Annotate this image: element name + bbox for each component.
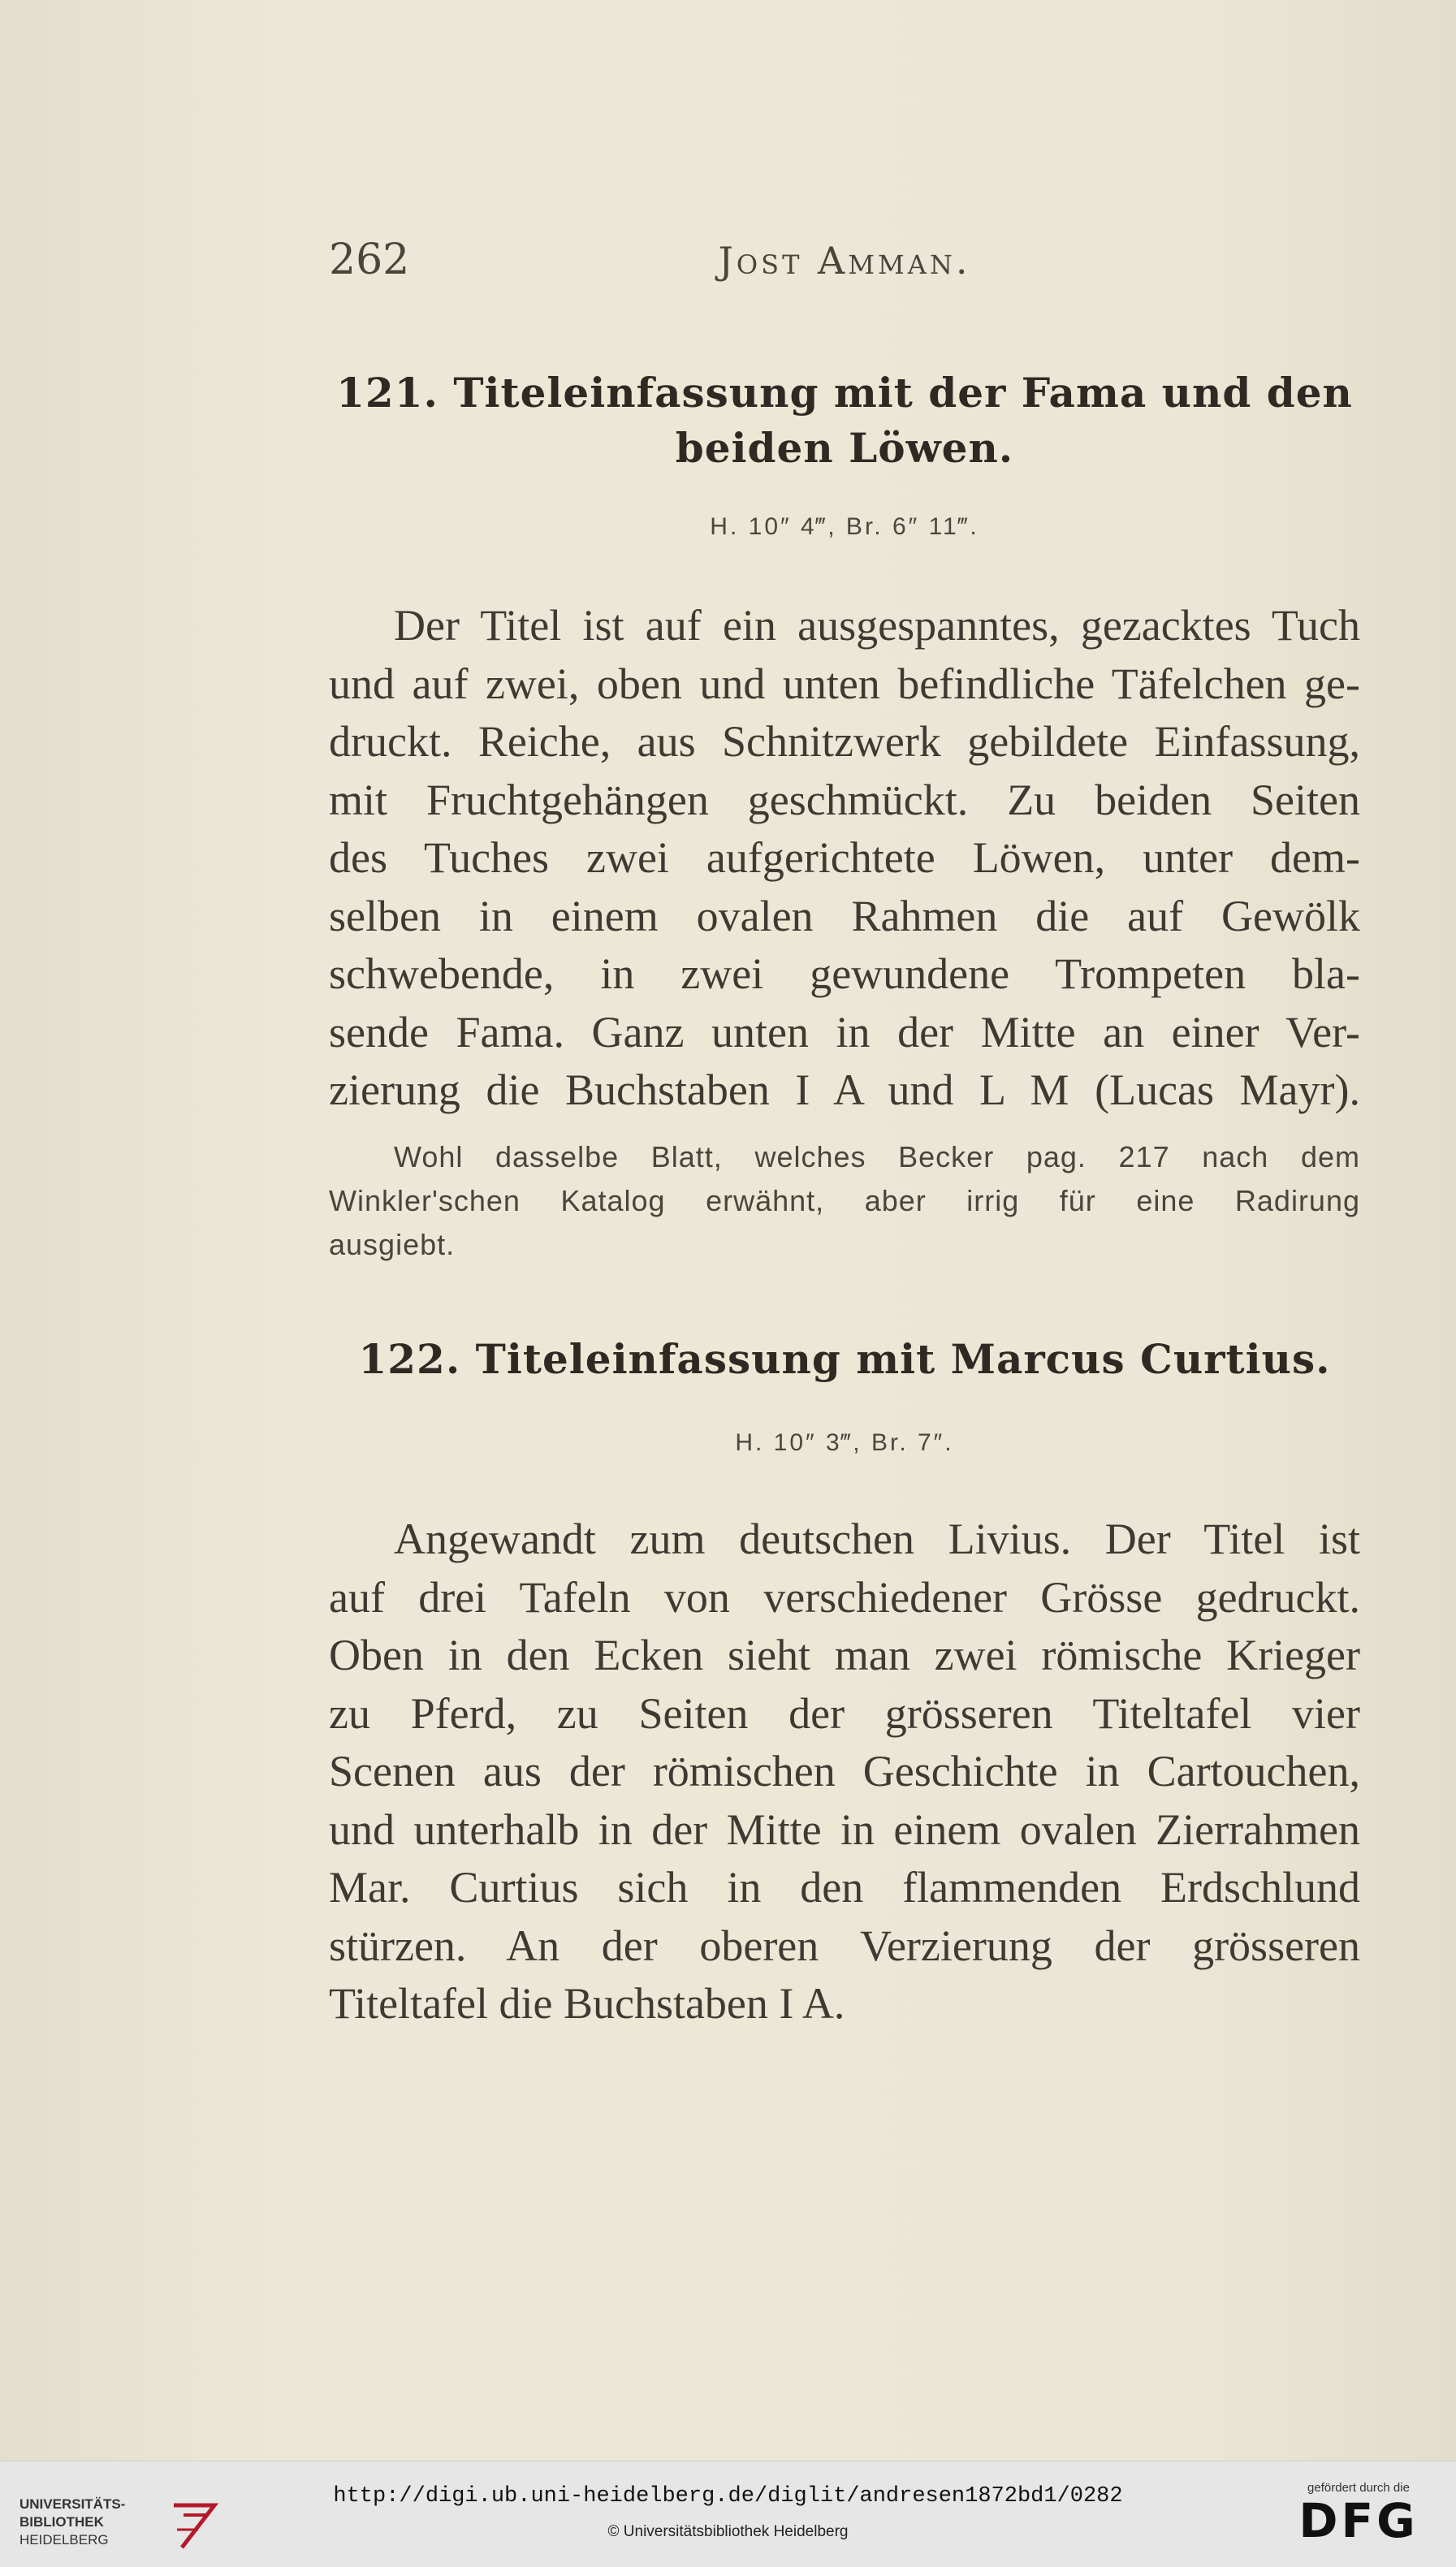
body-line: Der Titel ist auf ein ausgespanntes, gezacktes Tuch [394, 601, 1360, 650]
viewer-footer [0, 2461, 1456, 2567]
copyright-notice: © Universitätsbibliothek Heidelberg [607, 2523, 849, 2540]
body-line: und auf zwei, oben und unten befindliche Täfelchen ge- [329, 659, 1360, 708]
body-line: zierung die Buchstaben I A und L M (Lucas Mayr). [329, 1065, 1360, 1114]
entry-122-title [329, 1332, 1360, 1387]
library-name-line: UNIVERSITÄTS- [19, 2496, 126, 2512]
page-number: 262 [329, 236, 410, 284]
body-line: sende Fama. Ganz unten in der Mitte an einer Ver- [329, 1007, 1360, 1057]
dfg-logo[interactable] [1285, 2481, 1432, 2554]
permalink-url[interactable]: http://digi.ub.uni-heidelberg.de/diglit/andresen1872bd1/0282 [333, 2484, 1123, 2509]
body-line: mit Fruchtgehängen geschmückt. Zu beiden Seiten [329, 775, 1360, 824]
funded-by-text: gefördert durch die [1307, 2481, 1410, 2495]
entry-122-title-line: 122. Titeleinfassung mit Marcus Curtius. [358, 1335, 1331, 1383]
entry-122-dimensions: H. 10″ 3‴, Br. 7″. [735, 1429, 954, 1456]
entry-121-dimensions: H. 10″ 4‴, Br. 6″ 11‴. [710, 513, 979, 540]
dfg-logo-text: DFG [1298, 2493, 1419, 2548]
body-line: Angewandt zum deutschen Livius. Der Titel ist [394, 1515, 1360, 1563]
body-line: Titeltafel die Buchstaben I A. [329, 1979, 845, 2028]
body-line: schwebende, in zwei gewundene Trompeten bla- [329, 949, 1360, 998]
entry-121-note [329, 1135, 1360, 1267]
running-title: Jost Amman. [718, 239, 971, 283]
entry-121-body [329, 597, 1360, 1120]
body-line: und unterhalb in der Mitte in einem ovalen Zierrahmen [329, 1804, 1360, 1854]
body-line: selben in einem ovalen Rahmen die auf Gewölk [329, 891, 1360, 940]
body-line: druckt. Reiche, aus Schnitzwerk gebildete Einfassung, [329, 717, 1360, 766]
library-name-line: BIBLIOTHEK [19, 2514, 104, 2530]
entry-121-title [329, 365, 1360, 476]
body-line: Oben in den Ecken sieht man zwei römische Krieger [329, 1631, 1360, 1679]
entry-121-title-line: beiden Löwen. [675, 424, 1014, 472]
entry-121-title-line: 121. Titeleinfassung mit der Fama und den [336, 369, 1353, 417]
body-line: zu Pferd, zu Seiten der grösseren Titeltafel vier [329, 1688, 1360, 1738]
body-line: Mar. Curtius sich in den flammenden Erdschlund [329, 1863, 1360, 1912]
note-line: Wohl dasselbe Blatt, welches Becker pag. 217 nach dem [394, 1140, 1360, 1173]
note-line: ausgiebt. [329, 1228, 456, 1261]
body-line: Scenen aus der römischen Geschichte in Cartouchen, [329, 1747, 1360, 1796]
entry-122-body [329, 1510, 1360, 2033]
body-line: auf drei Tafeln von verschiedener Grösse gedruckt. [329, 1572, 1360, 1622]
body-line: stürzen. An der oberen Verzierung der grösseren [329, 1921, 1360, 1970]
body-line: des Tuches zwei aufgerichtete Löwen, unter dem- [329, 833, 1360, 882]
note-line: Winkler'schen Katalog erwähnt, aber irrig für eine Radirung [329, 1184, 1360, 1217]
library-name-line: HEIDELBERG [19, 2532, 109, 2548]
page-header [329, 236, 1360, 300]
